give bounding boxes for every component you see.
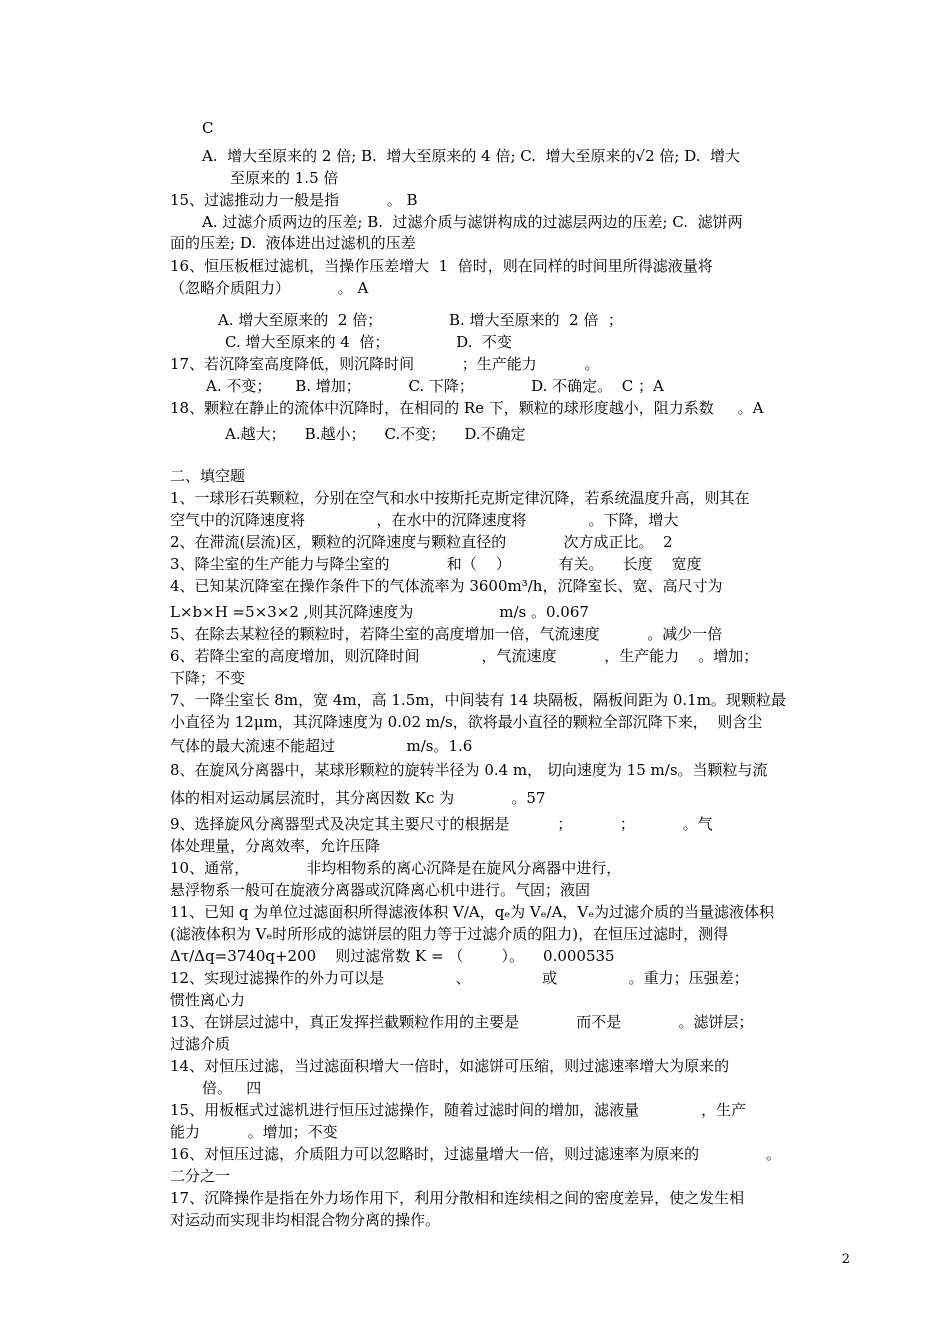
text-line: 体的相对运动属层流时，其分离因数 Kc 为 。57 [170, 789, 546, 807]
text-line: 惯性离心力 [170, 991, 246, 1009]
text-line: C. 增大至原来的 4 倍； D. 不变 [225, 333, 512, 351]
text-line: 气体的最大流速不能超过 m/s。1.6 [170, 737, 473, 755]
fill-3: 3、降尘室的生产能力与降尘室的 和（ ） 有关。 长度 宽度 [170, 555, 702, 573]
fill-8: 8、在旋风分离器中，某球形颗粒的旋转半径为 0.4 m， 切向速度为 15 m/s。当颗粒与流 [170, 761, 768, 779]
text-line: 二分之一 [170, 1167, 231, 1185]
fill-10: 10、通常， 非均相物系的离心沉降是在旋风分离器中进行， [170, 859, 622, 877]
text-line: A. 增大至原来的 2 倍; B. 增大至原来的 4 倍; C. 增大至原来的√2 倍; D. 增大 [202, 147, 741, 165]
fill-16: 16、对恒压过滤，介质阻力可以忽略时，过滤量增大一倍，则过滤速率为原来的 。 [170, 1145, 781, 1163]
question-17: 17、若沉降室高度降低，则沉降时间 ；生产能力 。 [170, 355, 600, 373]
fill-6: 6、若降尘室的高度增加，则沉降时间 ，气流速度 ，生产能力 。增加； [170, 647, 759, 665]
fill-7: 7、一降尘室长 8m，宽 4m，高 1.5m，中间装有 14 块隔板，隔板间距为 0.1m。现颗粒最 [170, 691, 786, 709]
text-line: 倍。 四 [202, 1079, 262, 1097]
fill-13: 13、在饼层过滤中，真正发挥拦截颗粒作用的主要是 而不是 。滤饼层； [170, 1013, 754, 1031]
text-line: 下降；不变 [170, 669, 246, 687]
text-line: (滤液体积为 Vₑ时所形成的滤饼层的阻力等于过滤介质的阻力)，在恒压过滤时，测得 [170, 925, 729, 943]
text-line: A.越大； B.越小； C.不变； D.不确定 [225, 425, 526, 443]
fill-4: 4、已知某沉降室在操作条件下的气体流率为 3600m³/h，沉降室长、宽、高尺寸为 [170, 577, 723, 595]
fill-15: 15、用板框式过滤机进行恒压过滤操作，随着过滤时间的增加，滤液量 ，生产 [170, 1101, 747, 1119]
fill-5: 5、在除去某粒径的颗粒时，若降尘室的高度增加一倍，气流速度 。减少一倍 [170, 625, 723, 643]
text-line: 小直径为 12μm，其沉降速度为 0.02 m/s，欲将最小直径的颗粒全部沉降下来， 则含尘 [170, 713, 763, 731]
fill-1: 1、一球形石英颗粒，分别在空气和水中按斯托克斯定律沉降，若系统温度升高，则其在 [170, 489, 750, 507]
text-line: A. 不变； B. 增加； C. 下降； D. 不确定。 C ；A [206, 377, 664, 395]
fill-12: 12、实现过滤操作的外力可以是 、 或 。重力；压强差； [170, 969, 749, 987]
fill-9: 9、选择旋风分离器型式及决定其主要尺寸的根据是 ； ； 。气 [170, 815, 713, 833]
text-line: A. 过滤介质两边的压差; B. 过滤介质与滤饼构成的过滤层两边的压差; C. 滤饼两 [202, 213, 743, 231]
fill-11: 11、已知 q 为单位过滤面积所得滤液体积 V/A，qₑ为 Vₑ/A，Vₑ为过滤介质的当量滤液体积 [170, 903, 775, 921]
text-line: A. 增大至原来的 2 倍； B. 增大至原来的 2 倍 ； [218, 311, 623, 329]
text-line: C [202, 119, 214, 137]
question-15: 15、过滤推动力一般是指 。 B [170, 191, 418, 209]
text-line: 对运动而实现非均相混合物分离的操作。 [170, 1211, 441, 1229]
question-16: 16、恒压板框过滤机，当操作压差增大 1 倍时，则在同样的时间里所得滤液量将 [170, 257, 713, 275]
page-number: 2 [841, 1252, 850, 1267]
question-18: 18、颗粒在静止的流体中沉降时，在相同的 Re 下，颗粒的球形度越小，阻力系数 。A [170, 399, 764, 417]
section-heading: 二、填空题 [170, 467, 246, 485]
text-line: 至原来的 1.5 倍 [230, 169, 339, 187]
text-line: 过滤介质 [170, 1035, 231, 1053]
text-line: 面的压差; D. 液体进出过滤机的压差 [170, 234, 416, 252]
text-line: 体处理量，分离效率，允许压降 [170, 837, 381, 855]
fill-14: 14、对恒压过滤，当过滤面积增大一倍时，如滤饼可压缩，则过滤速率增大为原来的 [170, 1057, 730, 1075]
text-line: Δτ/Δq=3740q+200 则过滤常数 K = （ ）。 0.000535 [170, 947, 615, 965]
text-line: （忽略介质阻力） 。 A [170, 279, 369, 297]
text-line: 悬浮物系一般可在旋液分离器或沉降离心机中进行。气固；液固 [170, 881, 591, 899]
text-line: L×b×H =5×3×2 ,则其沉降速度为 m/s 。0.067 [170, 603, 589, 621]
fill-2: 2、在滞流(层流)区，颗粒的沉降速度与颗粒直径的 次方成正比。 2 [170, 533, 673, 551]
text-line: 空气中的沉降速度将 ，在水中的沉降速度将 。下降，增大 [170, 511, 679, 529]
fill-17: 17、沉降操作是指在外力场作用下，利用分散相和连续相之间的密度差异，使之发生相 [170, 1189, 745, 1207]
text-line: 能力 。增加；不变 [170, 1123, 338, 1141]
